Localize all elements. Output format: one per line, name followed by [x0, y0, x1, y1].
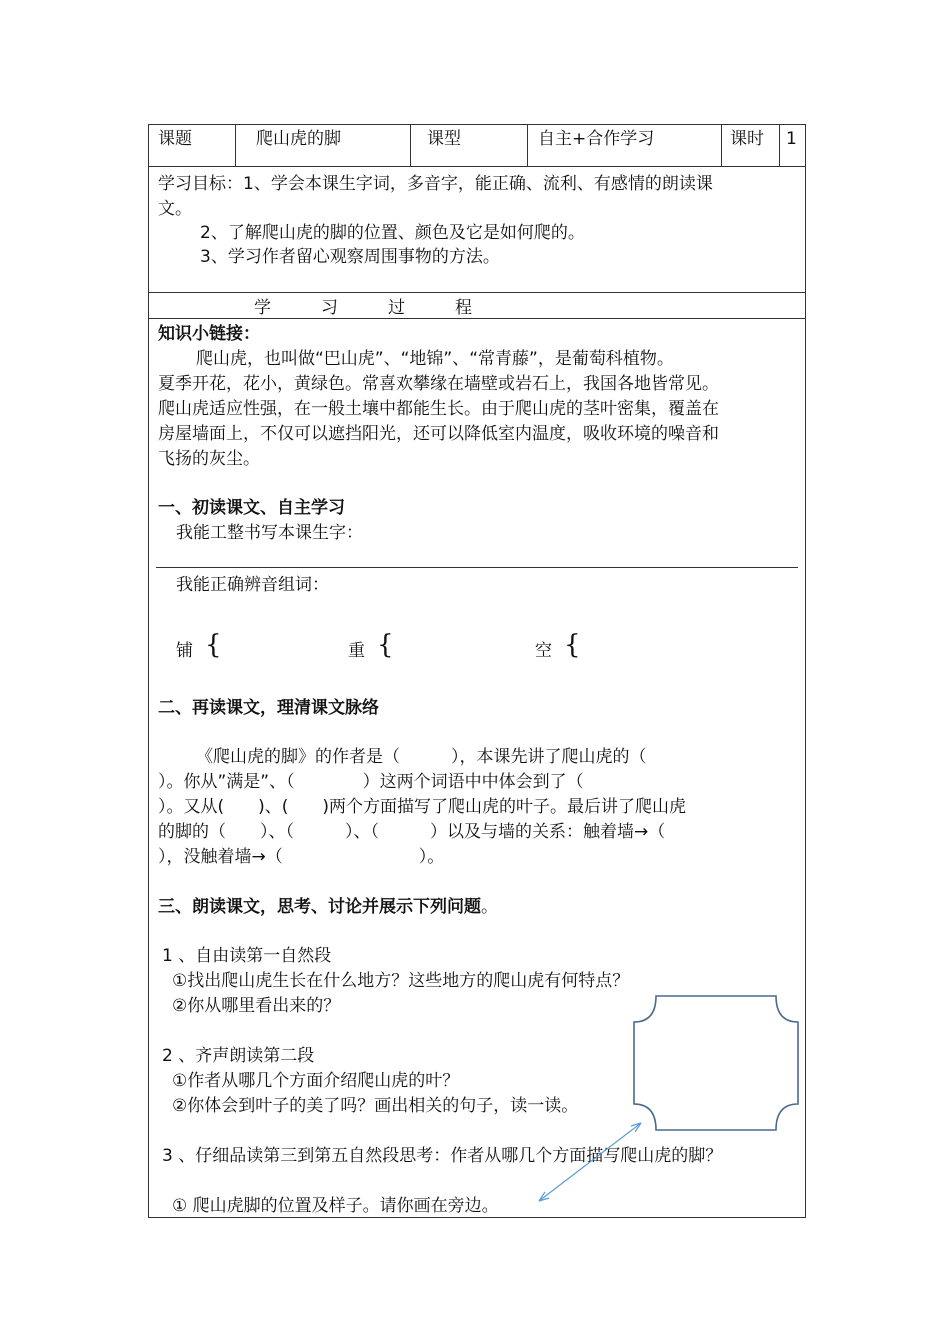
writing-line — [156, 567, 798, 568]
process-title-3: 过 — [388, 298, 405, 318]
header-col-divider-2 — [410, 124, 411, 166]
table-border-right — [805, 124, 806, 1218]
drawing-frame — [630, 992, 802, 1134]
double-arrow — [530, 1115, 650, 1210]
section3-title-end: 。 — [481, 897, 498, 917]
question-1b: ②你从哪里看出来的？ — [172, 996, 341, 1016]
table-border-bottom — [148, 1217, 806, 1218]
hours-value: 1 — [786, 129, 797, 149]
section2-title: 二、再读课文，理清课文脉络 — [158, 698, 379, 718]
question-3: 3 、仔细品读第三到第五自然段思考：作者从哪几个方面描写爬山虎的脚？ — [162, 1146, 723, 1166]
goal-line-1: 学习目标：1、学会本课生字词，多音字，能正确、流利、有感情的朗读课 — [158, 174, 713, 194]
header-col-divider-3 — [527, 124, 528, 166]
header-row-divider — [148, 166, 806, 167]
header-col-divider-4 — [721, 124, 722, 166]
goals-row-divider — [148, 292, 806, 293]
header-col-divider-5 — [779, 124, 780, 166]
goal-line-3: 3、学习作者留心观察周围事物的方法。 — [200, 247, 500, 267]
char-kong: 空 — [535, 641, 552, 661]
process-title-1: 学 — [254, 298, 271, 318]
section1-title: 一、初读课文、自主学习 — [158, 498, 345, 518]
question-1: 1 、自由读第一自然段 — [162, 946, 332, 966]
question-2b: ②你体会到叶子的美了吗？画出相关的句子，读一读。 — [172, 1096, 579, 1116]
goal-line-1b: 文。 — [158, 199, 192, 219]
knowledge-title: 知识小链接： — [158, 324, 260, 344]
header-col-divider-1 — [235, 124, 236, 166]
knowledge-line-1: 爬山虎，也叫做“巴山虎”、“地锦”、“常青藤”，是葡萄科植物。 — [196, 349, 674, 369]
char-pu: 铺 — [176, 641, 193, 661]
table-border-top — [148, 124, 806, 125]
process-row-divider — [148, 318, 806, 319]
goal-line-2: 2、了解爬山虎的脚的位置、颜色及它是如何爬的。 — [200, 223, 585, 243]
process-title-2: 习 — [321, 298, 338, 318]
drawing-frame-outline — [634, 996, 798, 1130]
table-border-left — [148, 124, 149, 1218]
fill-line-2: ）。你从”满是”、（ ）这两个词语中中体会到了（ — [158, 772, 584, 792]
type-label: 课型 — [427, 129, 461, 149]
knowledge-line-4: 房屋墙面上，不仅可以遮挡阳光，还可以降低室内温度，吸收环境的噪音和 — [158, 424, 719, 444]
question-3a: ① 爬山虎脚的位置及样子。请你画在旁边。 — [172, 1196, 499, 1216]
knowledge-line-5: 飞扬的灰尘。 — [158, 449, 260, 469]
brace-pu: { — [205, 630, 222, 660]
type-value: 自主+合作学习 — [538, 129, 655, 149]
question-1a: ①找出爬山虎生长在什么地方？这些地方的爬山虎有何特点？ — [172, 971, 630, 991]
brace-zhong: { — [377, 630, 394, 660]
brace-kong: { — [564, 630, 581, 660]
question-2: 2 、齐声朗读第二段 — [162, 1046, 315, 1066]
knowledge-line-2: 夏季开花，花小，黄绿色。常喜欢攀缘在墙壁或岩石上，我国各地皆常见。 — [158, 374, 719, 394]
topic-label: 课题 — [158, 129, 192, 149]
knowledge-line-3: 爬山虎适应性强，在一般土壤中都能生长。由于爬山虎的茎叶密集，覆盖在 — [158, 399, 719, 419]
write-prompt: 我能工整书写本课生字： — [176, 523, 363, 543]
pinyin-prompt: 我能正确辨音组词： — [176, 575, 329, 595]
fill-line-3: ）。又从( )、( )两个方面描写了爬山虎的叶子。最后讲了爬山虎 — [158, 797, 687, 817]
hours-label: 课时 — [730, 129, 764, 149]
topic-value: 爬山虎的脚 — [256, 129, 341, 149]
fill-line-1: 《爬山虎的脚》的作者是（ ），本课先讲了爬山虎的（ — [196, 747, 647, 767]
section3-title: 三、朗读课文，思考、讨论并展示下列问题 — [158, 897, 481, 917]
fill-line-5: ），没触着墙→（ ）。 — [158, 847, 445, 867]
char-zhong: 重 — [348, 641, 365, 661]
section3-heading — [158, 896, 498, 918]
fill-line-4: 的脚的（ ）、（ ）、（ ）以及与墙的关系：触着墙→（ — [158, 822, 666, 842]
process-title-4: 程 — [455, 298, 472, 318]
question-2a: ①作者从哪几个方面介绍爬山虎的叶？ — [172, 1071, 460, 1091]
